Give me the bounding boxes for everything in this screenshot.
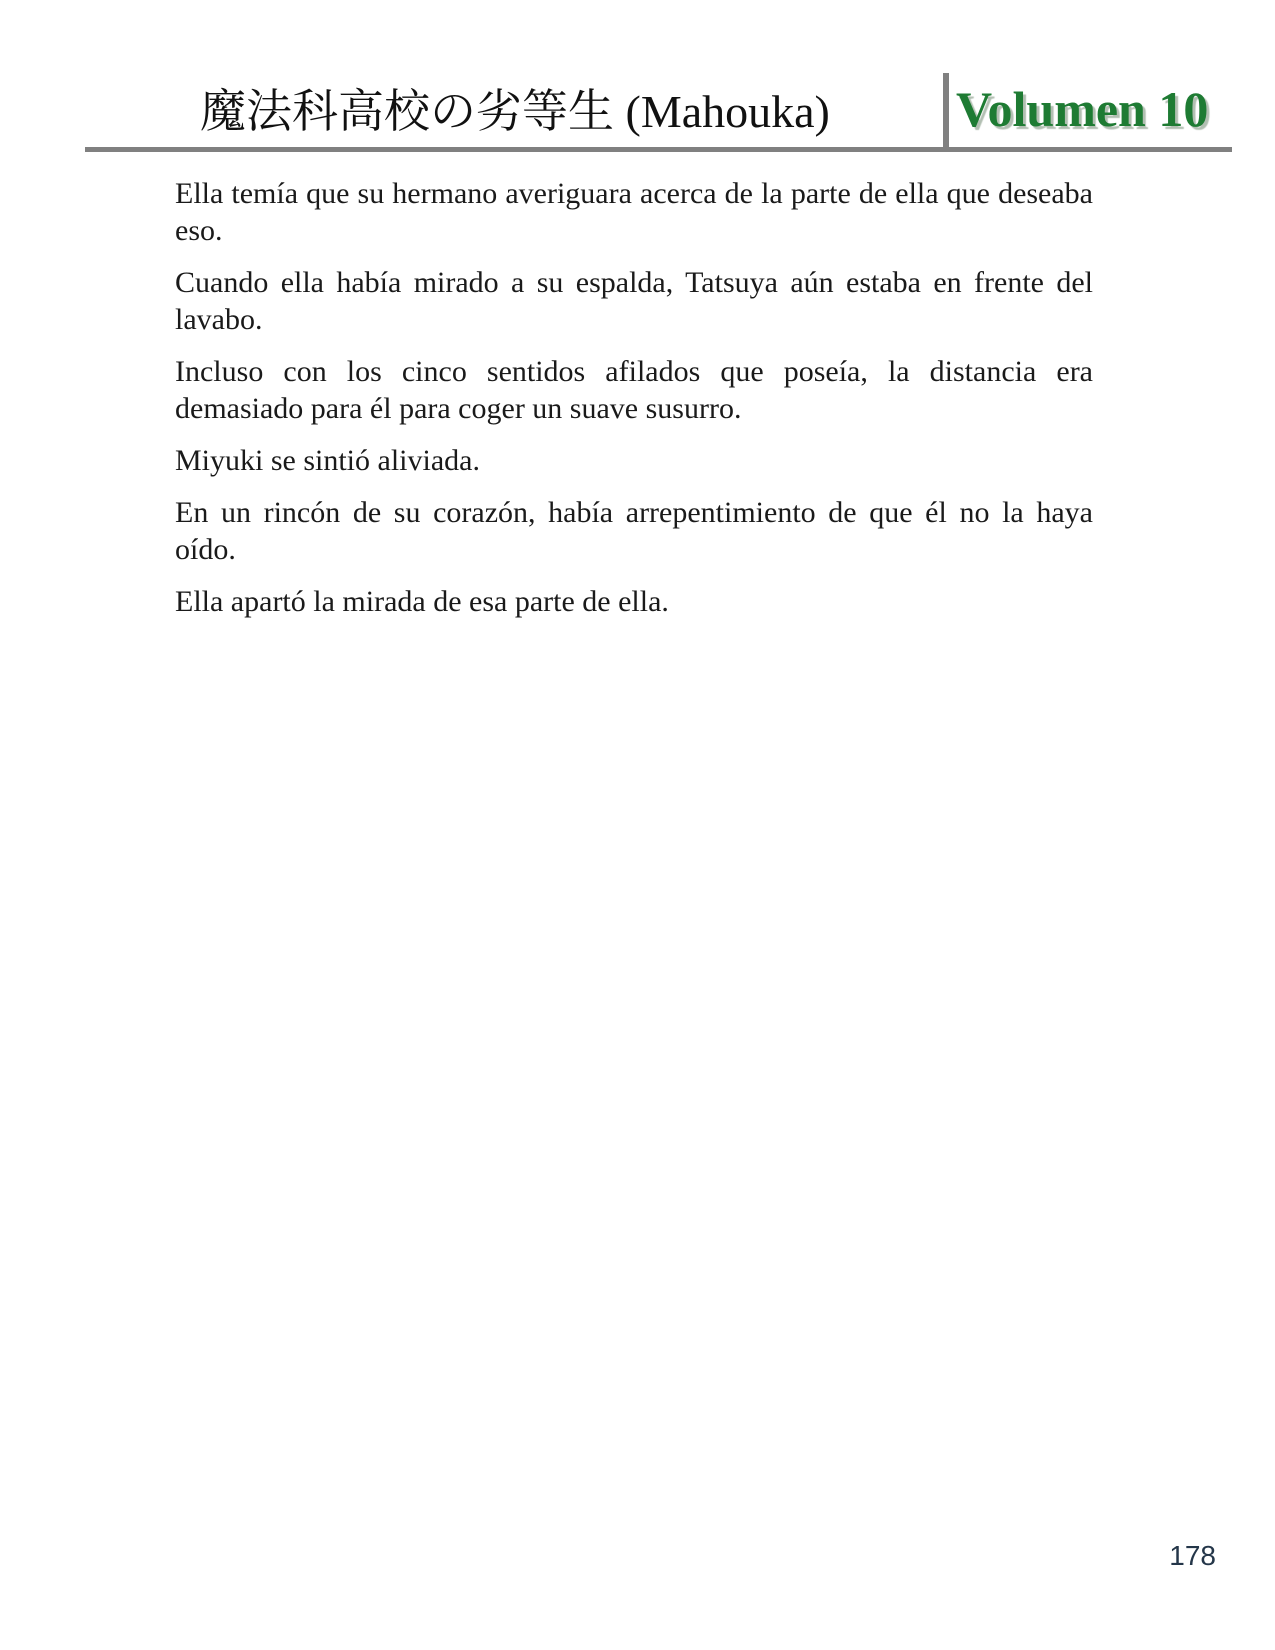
page-number: 178 bbox=[1169, 1540, 1216, 1571]
paragraph: Incluso con los cinco sentidos afilados que poseía, la distancia era demasiado para él para coger un suave susurro. bbox=[175, 355, 1093, 425]
paragraph: Ella temía que su hermano averiguara acerca de la parte de ella que deseaba eso. bbox=[175, 177, 1093, 247]
paragraph: En un rincón de su corazón, había arrepentimiento de que él no la haya oído. bbox=[175, 496, 1093, 566]
series-title: 魔法科高校の劣等生 (Mahouka) bbox=[200, 86, 830, 137]
body-text-block bbox=[175, 175, 1093, 635]
header-horizontal-rule bbox=[85, 147, 1232, 152]
paragraph: Cuando ella había mirado a su espalda, Tatsuya aún estaba en frente del lavabo. bbox=[175, 266, 1093, 336]
paragraph: Ella apartó la mirada de esa parte de ella. bbox=[175, 585, 669, 618]
volume-label: Volumen 10 bbox=[956, 81, 1209, 137]
header-vertical-divider bbox=[943, 73, 949, 147]
paragraph: Miyuki se sintió aliviada. bbox=[175, 444, 480, 477]
